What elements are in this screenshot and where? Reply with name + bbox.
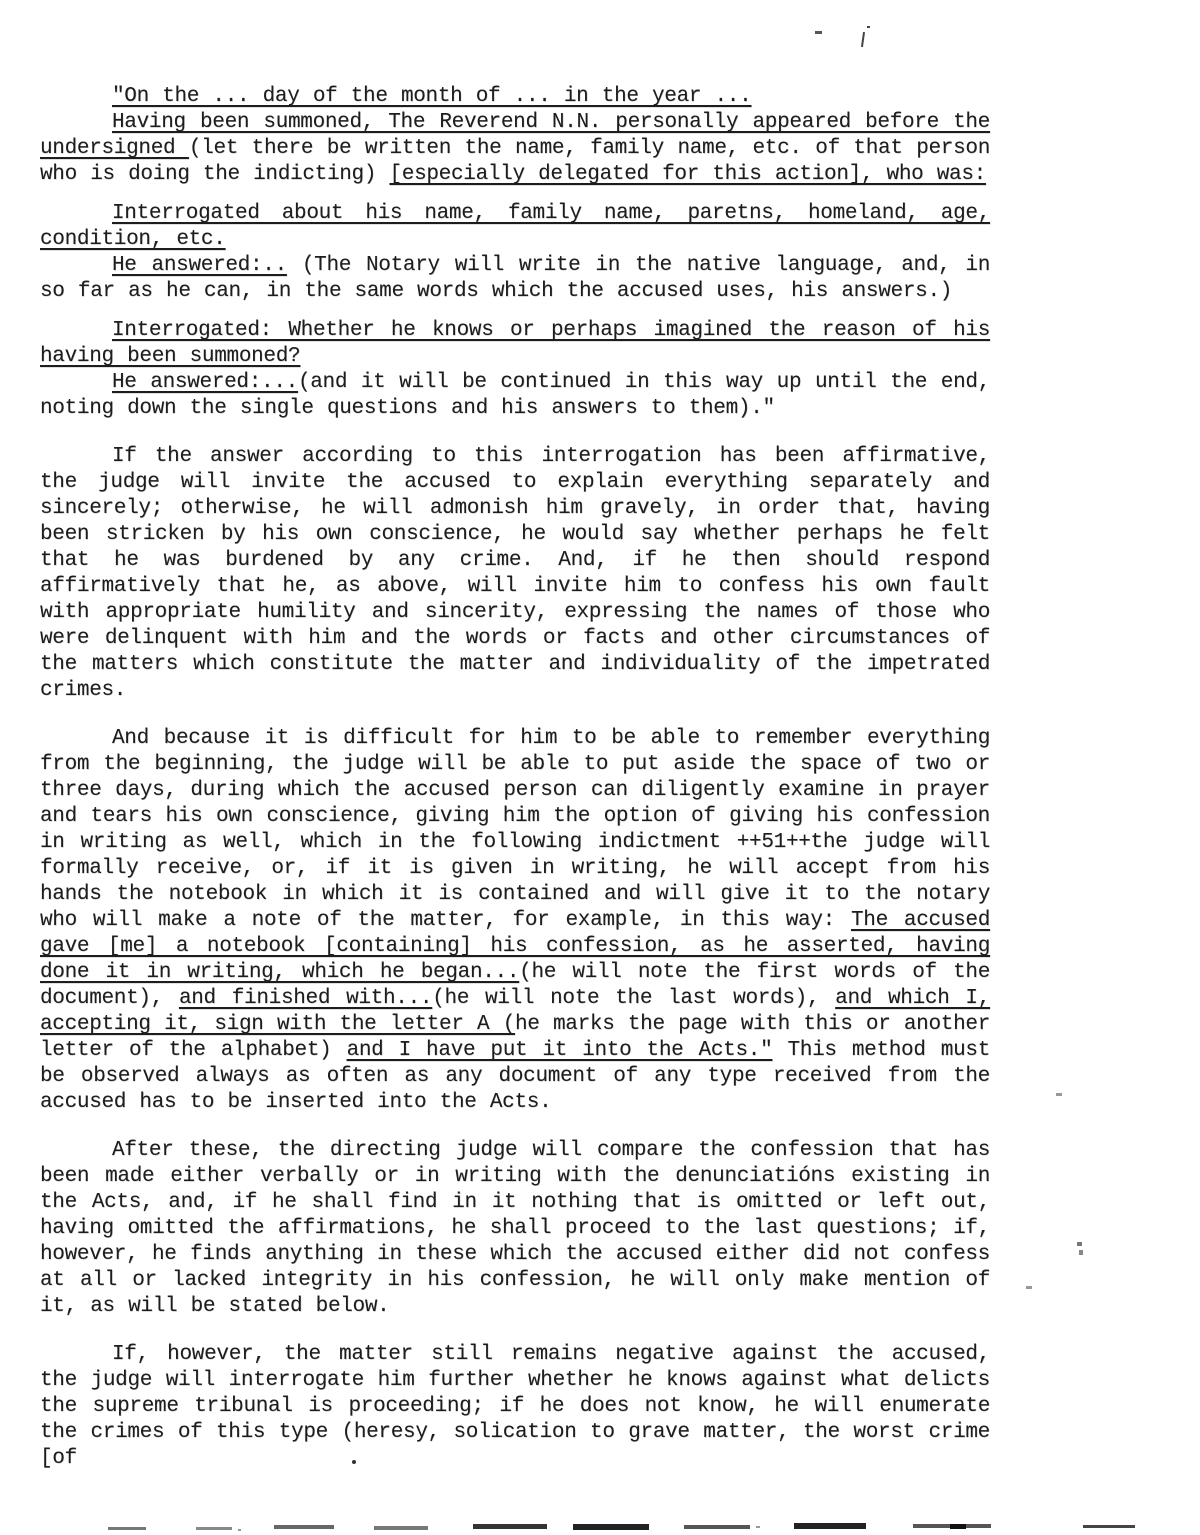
scan-artifact xyxy=(374,1526,428,1530)
scan-artifact xyxy=(196,1527,232,1530)
text-run: (let there be written the name, family name, etc. of that person who is doing the indicting) xyxy=(40,137,991,186)
underlined-text: and which I, accepting it, sign with the letter A ( xyxy=(40,987,991,1036)
text-run: he marks the page with this or another letter of the alphabet) xyxy=(40,1013,990,1062)
scan-artifact xyxy=(794,1523,866,1529)
paragraph xyxy=(40,370,990,422)
text-run: If, however, the matter still remains negative against the accused, the judge will interrogate him further whether he knows against what delicts the supreme tribunal is proceeding; if he does not know, he will enumerate the crimes of this type (heresy, solication to grave matter, the worst crime [of xyxy=(40,1343,990,1470)
underlined-text: The accused gave [me] a notebook [containing] his confession, as he asserted, having done it in writing, which he began... xyxy=(40,909,991,984)
scan-artifact xyxy=(1077,1242,1082,1246)
scan-artifact xyxy=(274,1525,334,1529)
paragraph xyxy=(40,726,990,1116)
paragraph xyxy=(40,444,990,704)
scan-artifact xyxy=(238,1529,241,1531)
paragraph xyxy=(40,201,990,253)
text-run: (The Notary will write in the native language, and, in so far as he can, in the same words which the accused uses, his answers.) xyxy=(40,254,990,303)
underlined-text: He answered:... xyxy=(112,371,298,394)
underlined-text: and finished with... xyxy=(178,987,433,1010)
underlined-text: Interrogated: Whether he knows or perhaps imagined the reason of his having been summoned? xyxy=(40,319,990,368)
text-run: (he will note the last words), xyxy=(432,987,836,1010)
paragraph xyxy=(40,318,990,370)
paragraph xyxy=(40,84,990,110)
scan-artifact xyxy=(1083,1525,1135,1528)
underlined-text: He answered:.. xyxy=(112,254,287,277)
underlined-text: [especially delegated for this action], who was: xyxy=(389,163,986,186)
text-run: And because it is difficult for him to be able to remember everything from the beginning, the judge will be able to put aside the space of two or three days, during which the accused person can diligently examine in prayer and tears his own conscience, giving him the option of giving his confession in writing as well, which in the following indictment ++51++the judge will formally receive, or, if it is given in writing, he will accept from his hands the notebook in which it is contained and will give it to the notary who will make a note of the matter, for example, in this way: xyxy=(40,727,990,932)
scan-artifact xyxy=(815,31,822,34)
scan-artifact xyxy=(861,32,865,47)
scan-artifact xyxy=(473,1524,547,1529)
paragraph xyxy=(40,110,990,188)
underlined-text: "On the ... day of the month of ... in the year ... xyxy=(112,85,752,108)
underlined-text: Having been summoned, The Reverend N.N. personally appeared before the undersigned xyxy=(40,111,990,160)
text-run: (and it will be continued in this way up until the end, noting down the single questions and his answers to them)." xyxy=(40,371,990,420)
text-run: This method must be observed always as often as any document of any type received from the accused has to be inserted into the Acts. xyxy=(40,1039,991,1114)
text-run: After these, the directing judge will compare the confession that has been made either verbally or in writing with the denunciatións existing in the Acts, and, if he shall find in it nothing that is omitted or left out, having omitted the affirmations, he shall proceed to the last questions; if, however, he finds anything in these which the accused either did not confess at all or lacked integrity in his confession, he will only make mention of it, as will be stated below. xyxy=(40,1139,990,1318)
document-body xyxy=(40,84,990,1472)
paragraph xyxy=(40,1138,990,1320)
scan-artifact xyxy=(867,26,870,28)
underlined-text: Interrogated about his name, family name, paretns, homeland, age, condition, etc. xyxy=(40,202,990,251)
scan-artifact xyxy=(1056,1093,1062,1096)
text-run: If the answer according to this interrogation has been affirmative, the judge will invite the accused to explain everything separately and sincerely; otherwise, he will admonish him gravely, in order that, having been stricken by his own conscience, he would say whether perhaps he felt that he was burdened by any crime. And, if he then should respond affirmatively that he, as above, will invite him to confess his own fault with appropriate humility and sincerity, expressing the names of those who were delinquent with him and the words or facts and other circumstances of the matters which constitute the matter and individuality of the impetrated crimes. xyxy=(40,445,990,702)
underlined-text: and I have put it into the Acts." xyxy=(346,1039,773,1062)
paragraph xyxy=(40,253,990,305)
text-run: (he will note the first words of the document), xyxy=(40,961,990,1010)
scan-artifact xyxy=(950,1524,966,1529)
scan-artifact xyxy=(913,1524,991,1528)
scan-artifact xyxy=(1079,1250,1083,1255)
scan-artifact xyxy=(573,1524,649,1530)
paragraph xyxy=(40,1342,990,1472)
scan-artifact xyxy=(108,1527,146,1530)
scan-artifact xyxy=(684,1525,750,1529)
scan-artifact xyxy=(756,1526,760,1528)
scan-artifact xyxy=(1026,1286,1032,1289)
